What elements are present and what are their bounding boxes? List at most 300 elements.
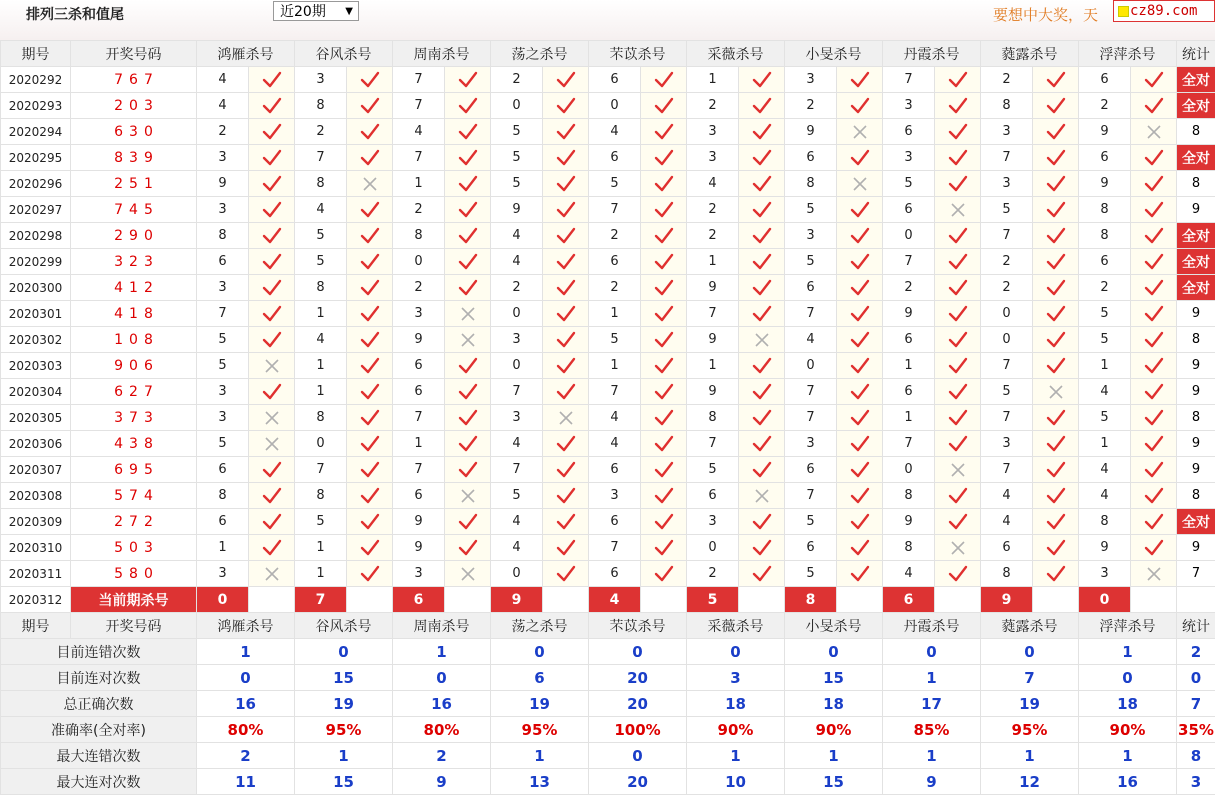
table-row (1, 145, 1215, 171)
kill-number-cell: 7 (785, 483, 837, 509)
stat-value: 0 (785, 639, 883, 665)
hit-mark (1033, 249, 1079, 275)
kill-number-cell: 5 (785, 249, 837, 275)
issue-cell: 2020294 (1, 119, 71, 145)
hit-mark (837, 509, 883, 535)
hit-mark (347, 67, 393, 93)
kill-number-cell: 0 (883, 457, 935, 483)
stat-value: 0 (393, 665, 491, 691)
kill-number-cell: 4 (491, 223, 543, 249)
kill-number-cell: 2 (295, 119, 347, 145)
hit-mark (641, 327, 687, 353)
hit-mark (641, 561, 687, 587)
cross-icon (852, 176, 868, 192)
miss-mark (935, 535, 981, 561)
hit-mark (739, 561, 785, 587)
hit-mark (347, 509, 393, 535)
check-icon (458, 409, 478, 427)
check-icon (1144, 539, 1164, 557)
column-header: 谷风杀号 (295, 41, 393, 67)
column-header: 采薇杀号 (687, 613, 785, 639)
hit-mark (739, 431, 785, 457)
stat-value: 90% (687, 717, 785, 743)
check-icon (1144, 305, 1164, 323)
stat-value: 15 (295, 665, 393, 691)
hit-mark (1131, 509, 1177, 535)
kill-number-cell: 9 (393, 535, 445, 561)
check-icon (556, 461, 576, 479)
stat-value: 2 (197, 743, 295, 769)
miss-mark (445, 301, 491, 327)
kill-number-cell: 1 (295, 301, 347, 327)
check-icon (360, 357, 380, 375)
check-icon (1046, 409, 1066, 427)
kill-number-cell: 9 (883, 509, 935, 535)
miss-mark (837, 119, 883, 145)
stat-label: 最大连错次数 (1, 743, 197, 769)
kill-number-cell: 7 (589, 197, 641, 223)
kill-number-cell: 3 (197, 561, 249, 587)
kill-number-cell: 1 (687, 353, 739, 379)
current-issue-row (1, 587, 1215, 613)
chevron-down-icon: ▼ (345, 6, 353, 17)
kill-number-cell: 4 (491, 249, 543, 275)
hit-mark (249, 509, 295, 535)
draw-number-cell: 503 (71, 535, 197, 561)
miss-mark (935, 457, 981, 483)
issue-cell: 2020295 (1, 145, 71, 171)
check-icon (458, 539, 478, 557)
check-icon (360, 565, 380, 583)
empty-cell (641, 587, 687, 613)
hit-mark (837, 405, 883, 431)
stat-value: 1 (295, 743, 393, 769)
hit-mark (1131, 301, 1177, 327)
miss-mark (837, 171, 883, 197)
kill-number-cell: 5 (981, 197, 1033, 223)
table-row (1, 379, 1215, 405)
issue-cell: 2020298 (1, 223, 71, 249)
hit-mark (445, 353, 491, 379)
check-icon (1046, 71, 1066, 89)
check-icon (850, 513, 870, 531)
kill-number-cell: 5 (295, 223, 347, 249)
stat-value: 1 (1079, 639, 1177, 665)
kill-number-cell: 1 (687, 67, 739, 93)
hit-mark (739, 301, 785, 327)
kill-number-cell: 7 (981, 457, 1033, 483)
kill-number-cell: 2 (1079, 93, 1131, 119)
total-cell: 9 (1177, 353, 1215, 379)
issue-cell: 2020309 (1, 509, 71, 535)
kill-number-cell: 9 (393, 509, 445, 535)
empty-cell (1177, 587, 1215, 613)
column-header: 期号 (1, 41, 71, 67)
draw-number-cell: 438 (71, 431, 197, 457)
kill-number-cell: 1 (393, 171, 445, 197)
current-kill-number: 6 (393, 587, 445, 613)
hit-mark (1131, 405, 1177, 431)
hit-mark (445, 223, 491, 249)
column-header: 周南杀号 (393, 613, 491, 639)
hit-mark (543, 93, 589, 119)
check-icon (556, 539, 576, 557)
kill-number-cell: 5 (491, 483, 543, 509)
kill-number-cell: 3 (883, 145, 935, 171)
check-icon (1046, 565, 1066, 583)
hit-mark (935, 379, 981, 405)
kill-number-cell: 7 (981, 353, 1033, 379)
total-cell: 9 (1177, 535, 1215, 561)
period-select[interactable] (273, 1, 359, 21)
hit-mark (739, 119, 785, 145)
check-icon (752, 71, 772, 89)
kill-number-cell: 8 (393, 223, 445, 249)
stat-label: 总正确次数 (1, 691, 197, 717)
check-icon (1046, 123, 1066, 141)
site-logo[interactable] (1113, 0, 1215, 22)
hit-mark (249, 223, 295, 249)
hit-mark (347, 249, 393, 275)
total-cell: 7 (1177, 561, 1215, 587)
hit-mark (347, 93, 393, 119)
hit-mark (347, 431, 393, 457)
stat-value: 1 (1079, 743, 1177, 769)
hit-mark (935, 171, 981, 197)
kill-number-cell: 1 (295, 379, 347, 405)
cross-icon (852, 124, 868, 140)
hit-mark (641, 93, 687, 119)
hit-mark (347, 405, 393, 431)
column-header: 芣苡杀号 (589, 613, 687, 639)
kill-number-cell: 0 (981, 327, 1033, 353)
check-icon (360, 409, 380, 427)
draw-number-cell: 580 (71, 561, 197, 587)
check-icon (752, 383, 772, 401)
kill-number-cell: 6 (883, 197, 935, 223)
hit-mark (641, 301, 687, 327)
check-icon (262, 227, 282, 245)
kill-number-cell: 6 (197, 249, 249, 275)
hit-mark (1131, 145, 1177, 171)
kill-number-cell: 1 (295, 535, 347, 561)
check-icon (360, 383, 380, 401)
kill-number-cell: 9 (393, 327, 445, 353)
hit-mark (935, 405, 981, 431)
empty-cell (1131, 587, 1177, 613)
check-icon (458, 357, 478, 375)
table-row (1, 93, 1215, 119)
kill-number-cell: 6 (1079, 145, 1131, 171)
kill-number-cell: 6 (687, 483, 739, 509)
issue-cell: 2020297 (1, 197, 71, 223)
kill-number-cell: 9 (883, 301, 935, 327)
hit-mark (935, 301, 981, 327)
column-header: 芣苡杀号 (589, 41, 687, 67)
table-row (1, 509, 1215, 535)
current-kill-number: 0 (1079, 587, 1131, 613)
issue-cell: 2020293 (1, 93, 71, 119)
kill-number-cell: 9 (687, 275, 739, 301)
check-icon (948, 487, 968, 505)
hit-mark (543, 249, 589, 275)
hit-mark (249, 119, 295, 145)
stat-value: 13 (491, 769, 589, 795)
check-icon (360, 227, 380, 245)
total-cell: 8 (1177, 327, 1215, 353)
check-icon (556, 357, 576, 375)
kill-number-cell: 9 (197, 171, 249, 197)
hit-mark (1131, 249, 1177, 275)
check-icon (1144, 461, 1164, 479)
check-icon (262, 539, 282, 557)
hit-mark (641, 431, 687, 457)
kill-number-cell: 0 (393, 249, 445, 275)
check-icon (752, 357, 772, 375)
kill-number-cell: 3 (785, 431, 837, 457)
kill-number-cell: 6 (785, 457, 837, 483)
current-kill-number: 7 (295, 587, 347, 613)
hit-mark (249, 197, 295, 223)
kill-number-cell: 5 (491, 145, 543, 171)
kill-number-cell: 4 (393, 119, 445, 145)
header-row-bottom (1, 613, 1215, 639)
hit-mark (837, 301, 883, 327)
kill-number-cell: 1 (197, 535, 249, 561)
stat-value: 0 (1079, 665, 1177, 691)
check-icon (1144, 253, 1164, 271)
hit-mark (347, 457, 393, 483)
stat-label: 最大连对次数 (1, 769, 197, 795)
check-icon (948, 565, 968, 583)
kill-number-cell: 8 (785, 171, 837, 197)
hit-mark (739, 535, 785, 561)
kill-number-cell: 9 (491, 197, 543, 223)
hit-mark (1033, 509, 1079, 535)
hit-mark (739, 379, 785, 405)
check-icon (1046, 227, 1066, 245)
issue-cell: 2020300 (1, 275, 71, 301)
check-icon (1046, 539, 1066, 557)
cross-icon (950, 540, 966, 556)
check-icon (654, 487, 674, 505)
hit-mark (641, 379, 687, 405)
draw-number-cell: 767 (71, 67, 197, 93)
hit-mark (249, 67, 295, 93)
current-kill-label: 当前期杀号 (71, 587, 197, 613)
draw-number-cell: 418 (71, 301, 197, 327)
kill-number-cell: 1 (883, 405, 935, 431)
hit-mark (1033, 535, 1079, 561)
kill-number-cell: 4 (589, 431, 641, 457)
check-icon (752, 279, 772, 297)
hit-mark (347, 275, 393, 301)
kill-number-cell: 3 (197, 145, 249, 171)
column-header: 鸿雁杀号 (197, 613, 295, 639)
kill-number-cell: 2 (197, 119, 249, 145)
kill-number-cell: 5 (883, 171, 935, 197)
hit-mark (347, 223, 393, 249)
check-icon (1046, 357, 1066, 375)
kill-number-cell: 6 (589, 249, 641, 275)
kill-number-cell: 1 (1079, 353, 1131, 379)
hit-mark (935, 353, 981, 379)
stat-value: 1 (883, 665, 981, 691)
check-icon (556, 71, 576, 89)
hit-mark (935, 483, 981, 509)
hit-mark (1033, 119, 1079, 145)
check-icon (654, 513, 674, 531)
hit-mark (347, 535, 393, 561)
check-icon (850, 71, 870, 89)
total-cell: 8 (1177, 405, 1215, 431)
hit-mark (445, 197, 491, 223)
stat-value: 95% (981, 717, 1079, 743)
hit-mark (249, 171, 295, 197)
total-cell: 全对 (1177, 249, 1215, 275)
column-header: 荡之杀号 (491, 613, 589, 639)
stat-value: 1 (883, 743, 981, 769)
hit-mark (837, 561, 883, 587)
check-icon (360, 513, 380, 531)
check-icon (1046, 201, 1066, 219)
check-icon (752, 149, 772, 167)
kill-number-cell: 0 (687, 535, 739, 561)
hit-mark (739, 145, 785, 171)
hit-mark (739, 405, 785, 431)
column-header: 谷风杀号 (295, 613, 393, 639)
hit-mark (543, 145, 589, 171)
miss-mark (445, 327, 491, 353)
kill-number-cell: 5 (491, 119, 543, 145)
check-icon (654, 357, 674, 375)
kill-number-cell: 3 (785, 67, 837, 93)
column-header: 荡之杀号 (491, 41, 589, 67)
miss-mark (739, 483, 785, 509)
check-icon (948, 123, 968, 141)
issue-cell: 2020306 (1, 431, 71, 457)
kill-number-cell: 3 (295, 67, 347, 93)
check-icon (654, 383, 674, 401)
header-row (1, 41, 1215, 67)
table-row (1, 223, 1215, 249)
stat-value: 6 (491, 665, 589, 691)
check-icon (458, 253, 478, 271)
kill-number-cell: 8 (1079, 197, 1131, 223)
kill-number-cell: 6 (785, 145, 837, 171)
hit-mark (543, 431, 589, 457)
stat-value: 85% (883, 717, 981, 743)
kill-number-cell: 7 (491, 457, 543, 483)
stat-value: 0 (687, 639, 785, 665)
check-icon (948, 435, 968, 453)
check-icon (1144, 383, 1164, 401)
kill-number-cell: 2 (589, 275, 641, 301)
stat-row (1, 665, 1215, 691)
hit-mark (347, 353, 393, 379)
stat-value: 3 (1177, 769, 1215, 795)
check-icon (654, 149, 674, 167)
kill-number-cell: 4 (883, 561, 935, 587)
column-header: 采薇杀号 (687, 41, 785, 67)
kill-number-cell: 3 (197, 379, 249, 405)
hit-mark (739, 457, 785, 483)
hit-mark (641, 275, 687, 301)
total-cell: 全对 (1177, 93, 1215, 119)
check-icon (850, 201, 870, 219)
hit-mark (1033, 457, 1079, 483)
cross-icon (754, 488, 770, 504)
kill-number-cell: 3 (393, 561, 445, 587)
issue-cell: 2020299 (1, 249, 71, 275)
kill-number-cell: 7 (883, 67, 935, 93)
hit-mark (445, 275, 491, 301)
hit-mark (935, 275, 981, 301)
kill-number-cell: 2 (393, 197, 445, 223)
kill-number-cell: 3 (687, 119, 739, 145)
hit-mark (543, 327, 589, 353)
check-icon (654, 279, 674, 297)
kill-number-cell: 2 (981, 67, 1033, 93)
issue-cell: 2020292 (1, 67, 71, 93)
table-row (1, 353, 1215, 379)
kill-number-cell: 2 (687, 93, 739, 119)
kill-number-cell: 9 (687, 327, 739, 353)
kill-number-cell: 8 (883, 535, 935, 561)
hit-mark (445, 535, 491, 561)
kill-number-cell: 0 (491, 561, 543, 587)
kill-number-cell: 3 (981, 119, 1033, 145)
kill-number-cell: 3 (981, 171, 1033, 197)
check-icon (752, 513, 772, 531)
check-icon (654, 331, 674, 349)
kill-number-cell: 8 (687, 405, 739, 431)
hit-mark (543, 119, 589, 145)
check-icon (752, 435, 772, 453)
hit-mark (1033, 275, 1079, 301)
hit-mark (347, 119, 393, 145)
hit-mark (347, 301, 393, 327)
table-row (1, 301, 1215, 327)
kill-number-cell: 7 (393, 145, 445, 171)
hit-mark (1033, 197, 1079, 223)
hit-mark (445, 145, 491, 171)
check-icon (262, 383, 282, 401)
check-icon (948, 279, 968, 297)
check-icon (948, 149, 968, 167)
hit-mark (543, 197, 589, 223)
total-cell: 全对 (1177, 275, 1215, 301)
check-icon (850, 253, 870, 271)
column-header: 期号 (1, 613, 71, 639)
check-icon (1144, 435, 1164, 453)
table-row (1, 327, 1215, 353)
stat-value: 7 (1177, 691, 1215, 717)
miss-mark (739, 327, 785, 353)
stat-value: 0 (883, 639, 981, 665)
table-row (1, 197, 1215, 223)
miss-mark (1033, 379, 1079, 405)
cross-icon (754, 332, 770, 348)
check-icon (1144, 487, 1164, 505)
kill-number-cell: 2 (981, 249, 1033, 275)
stat-value: 90% (1079, 717, 1177, 743)
check-icon (360, 97, 380, 115)
stat-label: 目前连对次数 (1, 665, 197, 691)
draw-number-cell: 627 (71, 379, 197, 405)
kill-number-cell: 4 (785, 327, 837, 353)
kill-number-cell: 6 (197, 509, 249, 535)
